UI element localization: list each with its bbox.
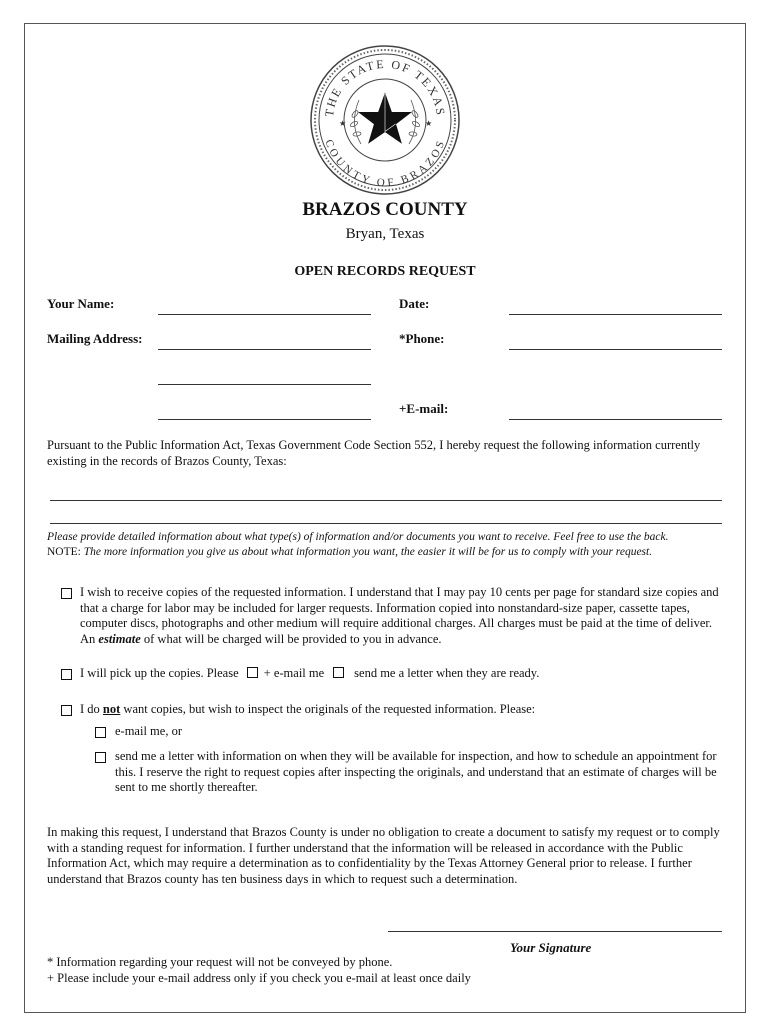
phone-footnote: * Information regarding your request will not be conveyed by phone. [47,955,393,969]
address-field-line-3[interactable] [158,419,371,420]
not-emphasis: not [102,702,121,716]
seal-top-text: THE STATE OF TEXAS [321,56,448,118]
note-line [47,545,737,560]
closing-paragraph: In making this request, I understand that Brazos County is under no obligation to create a document to satisfy my request or to comply with a standing request for information. I further understand that the information will be released in accordance with the Public Information Act, which may require a determination as to confidentiality by the Texas Attorney General prior to release. I further understand that Brazos county has ten business days in which to request such a determination. [47,825,720,886]
inspect-email-text: e-mail me, or [115,724,182,738]
svg-text:COUNTY OF BRAZOS [322,138,447,189]
name-label: Your Name: [47,296,115,311]
request-description-line-1[interactable] [50,500,722,501]
pickup-letter-checkbox[interactable] [333,667,344,678]
instructions-line: Please provide detailed information about what type(s) of information and/or documents you want to receive. Feel free to use the back. [47,531,669,543]
request-description-line-2[interactable] [50,523,722,524]
seal-star-right-icon: ★ [425,119,433,128]
name-field[interactable] [158,314,371,315]
signature-field[interactable] [388,931,722,932]
intro-paragraph: Pursuant to the Public Information Act, Texas Government Code Section 552, I hereby request the following information currently existing in the records of Brazos County, Texas: [47,438,701,468]
email-label: +E-mail: [399,401,449,416]
copies-option-text: I wish to receive copies of the requested information. I understand that I may pay 10 cents per page for standard size copies and that a charge for labor may be included for larger requests. Information copied into nonstandard-size paper, cassette tapes, computer discs, photographs and other medium will require additional charges. All charges must be paid at the time of deliver. An estimate of what will be charged will be provided to you in advance. [80,585,719,646]
seal-star-left-icon: ★ [339,119,347,128]
pickup-option-text: I will pick up the copies. Please + e-mail me send me a letter when they are ready. [80,666,540,680]
email-field[interactable] [509,419,722,420]
inspect-letter-checkbox[interactable] [95,752,106,763]
county-heading: BRAZOS COUNTY [302,199,468,220]
phone-label: *Phone: [399,331,445,346]
phone-field[interactable] [509,349,722,350]
copies-checkbox[interactable] [61,588,72,599]
date-label: Date: [399,296,430,311]
email-footnote: + Please include your e-mail address only if you check you e-mail at least once daily [47,971,471,985]
pickup-email-checkbox[interactable] [247,667,258,678]
signature-label: Your Signature [510,940,592,955]
seal-bottom-text: COUNTY OF BRAZOS [322,137,448,190]
address-field-line-1[interactable] [158,349,371,350]
note-label: NOTE: [47,546,81,558]
inspect-letter-text: send me a letter with information on when they will be available for inspection, and how to schedule an appointment for this. I reserve the right to request copies after inspecting the originals, and understand that an estimate of charges will be sent to me shortly thereafter. [115,749,717,794]
city-subheading: Bryan, Texas [345,226,425,242]
address-label: Mailing Address: [47,331,143,346]
inspect-email-checkbox[interactable] [95,727,106,738]
date-field[interactable] [509,314,722,315]
address-field-line-2[interactable] [158,384,371,385]
form-title: OPEN RECORDS REQUEST [294,264,476,279]
inspect-checkbox[interactable] [61,705,72,716]
note-text: The more information you give us about what information you want, the easier it will be for us to comply with your request. [83,546,653,558]
county-seal [309,44,461,196]
inspect-option-text: I do not want copies, but wish to inspect the originals of the requested information. Please: [80,702,536,716]
estimate-emphasis: estimate [98,631,141,646]
pickup-checkbox[interactable] [61,669,72,680]
